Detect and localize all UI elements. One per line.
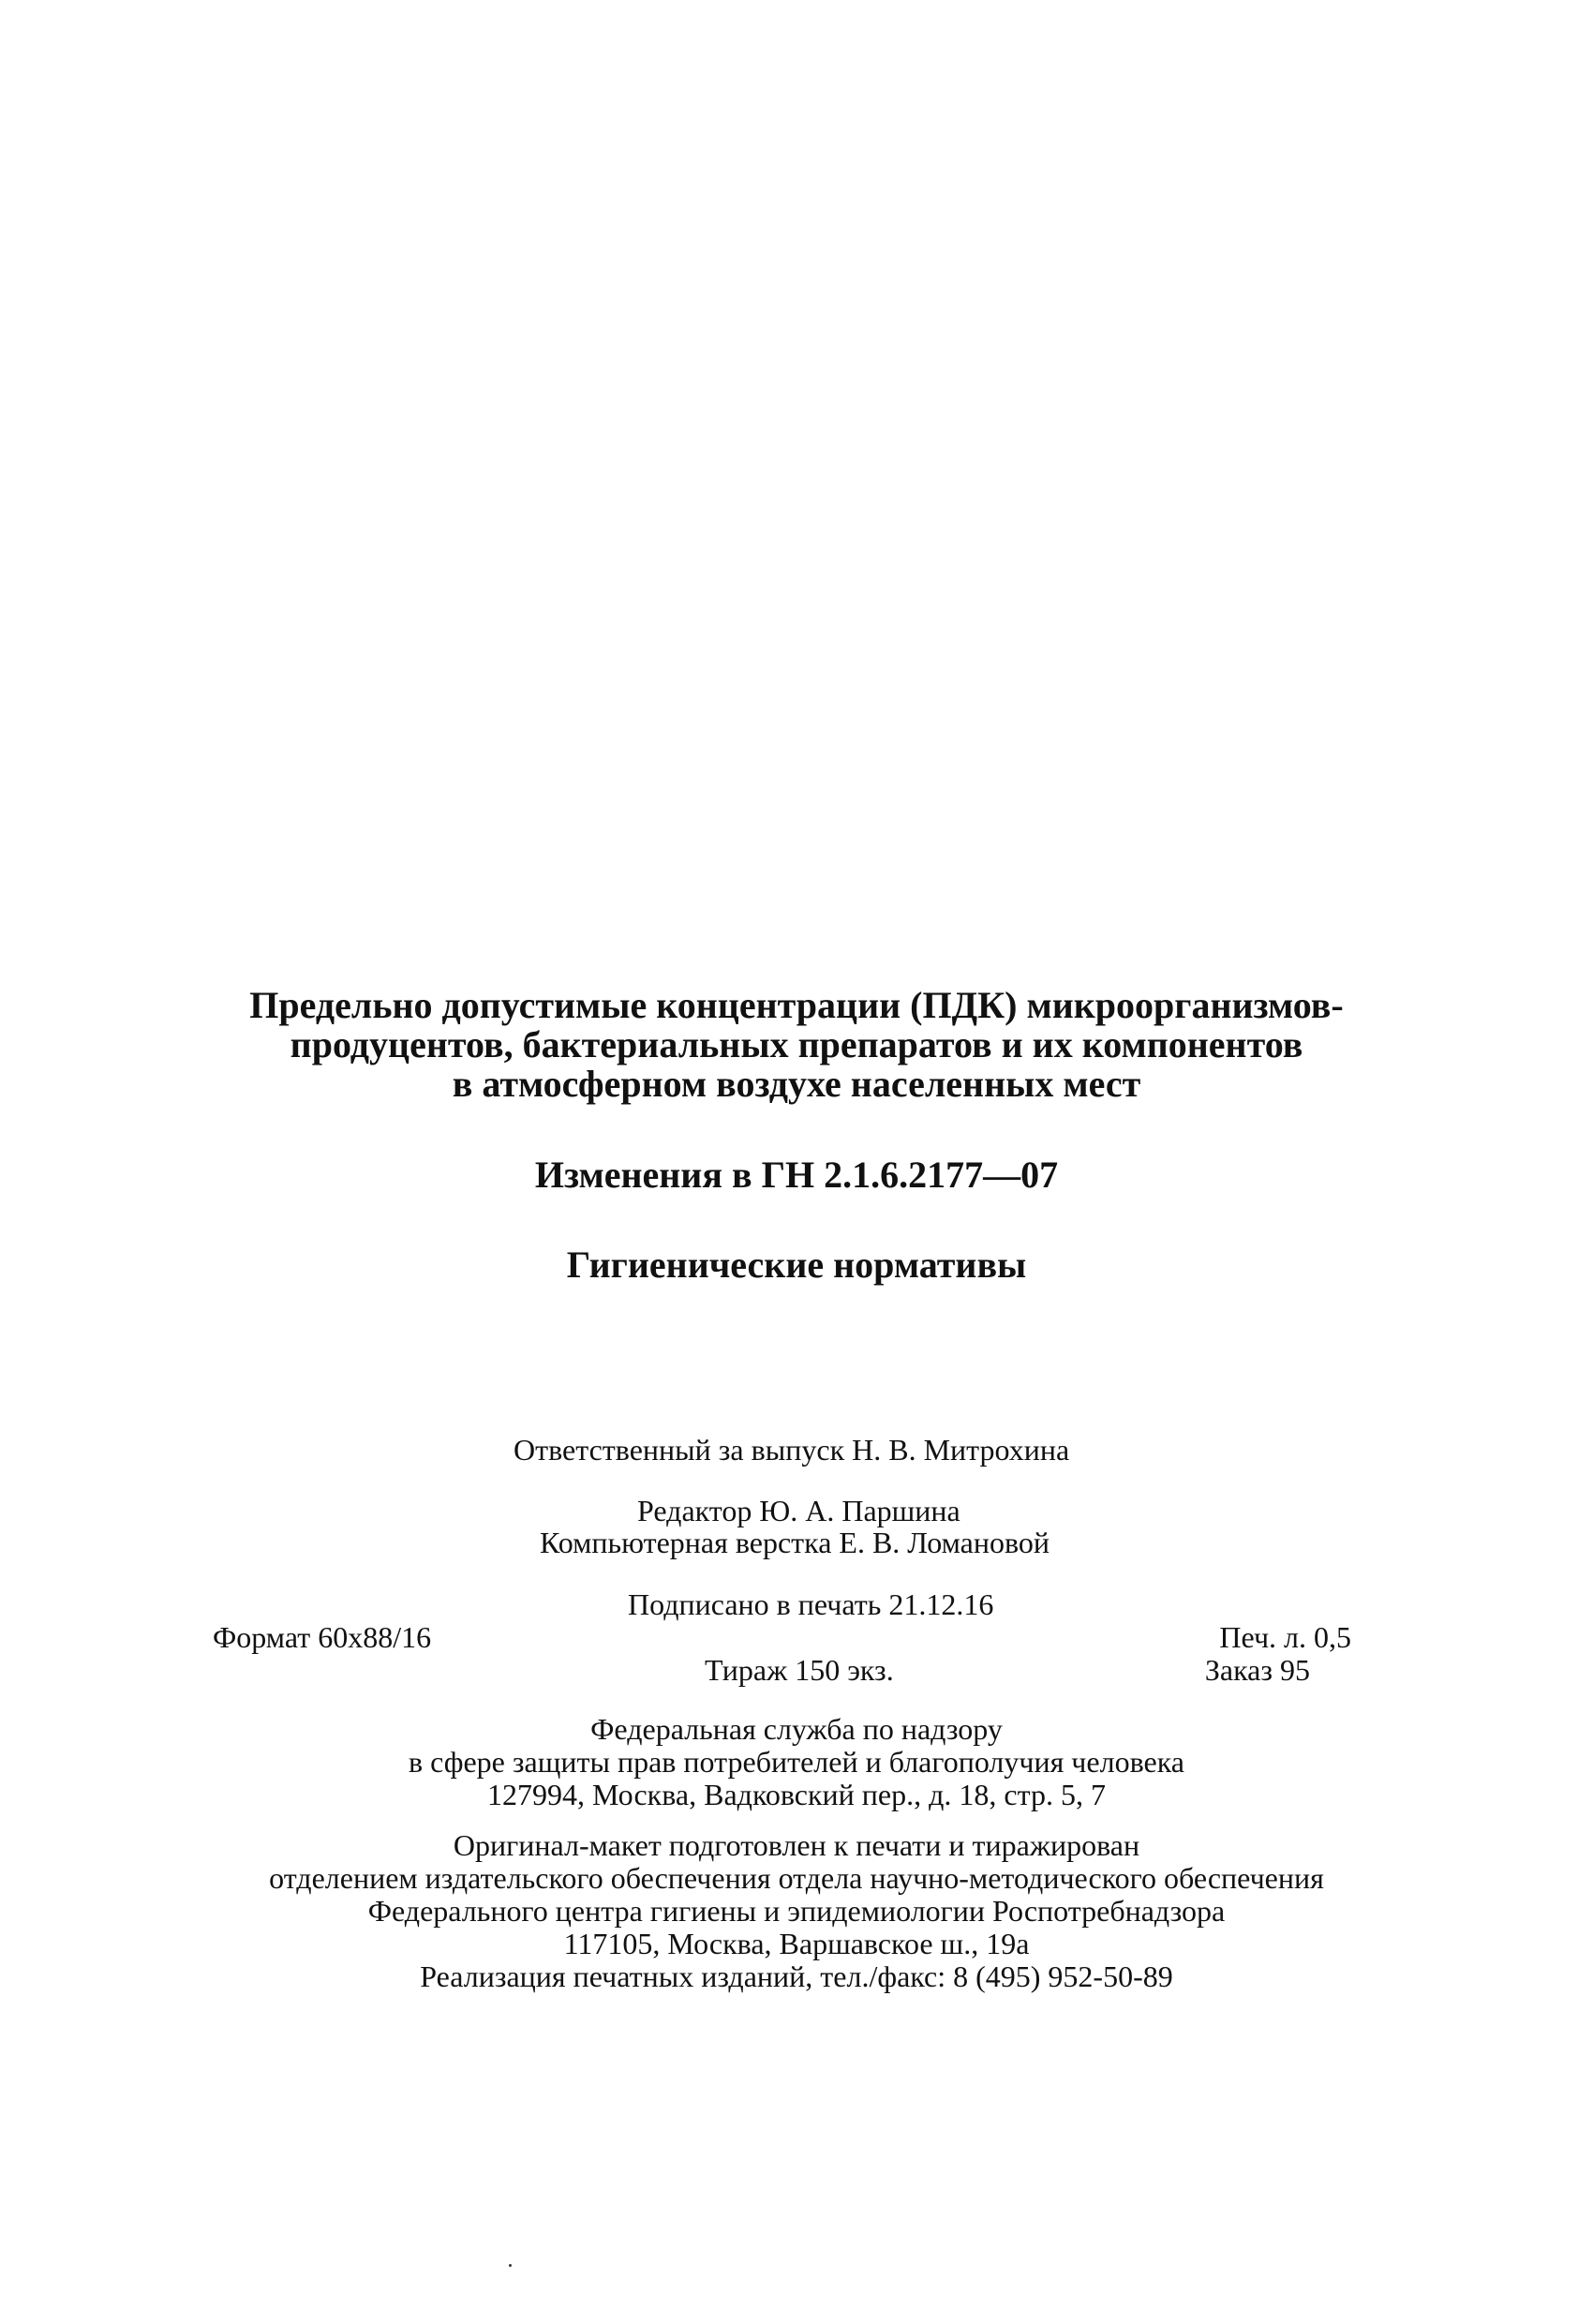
printer-line-1: Оригинал-макет подготовлен к печати и тиражирован [453,1828,1140,1862]
title-line-1: Предельно допустимые концентрации (ПДК) микроорганизмов- [249,984,1344,1026]
printer-line-3: Федерального центра гигиены и эпидемиологии Роспотребнадзора [367,1894,1226,1928]
document-category: Гигиенические нормативы [566,1244,1027,1286]
document-subtitle: Изменения в ГН 2.1.6.2177—07 [534,1154,1059,1196]
printer-line-5: Реализация печатных изданий, тел./факс: 8 (495) 952-50-89 [420,1959,1173,1993]
scan-speck [509,2264,512,2267]
printer-info [0,1829,1593,1993]
printer-line-2: отделением издательского обеспечения отдела научно-методического обеспечения [269,1861,1324,1895]
publisher-info [0,1713,1593,1811]
document-title [0,986,1593,1104]
publisher-line-1: Федеральная служба по надзору [590,1712,1003,1746]
printed-sheets: Печ. л. 0,5 [1219,1620,1351,1654]
title-line-3: в атмосферном воздухе населенных мест [452,1063,1141,1105]
publisher-line-3: 127994, Москва, Вадковский пер., д. 18, стр. 5, 7 [487,1778,1106,1811]
responsible-person: Ответственный за выпуск Н. В. Митрохина [514,1433,1070,1467]
signed-to-print: Подписано в печать 21.12.16 [628,1587,994,1621]
layout-credit: Компьютерная верстка Е. В. Ломановой [540,1526,1050,1559]
title-line-2: продуцентов, бактериальных препаратов и их компонентов [290,1023,1303,1065]
circulation: Тираж 150 экз. [705,1653,894,1687]
printer-line-4: 117105, Москва, Варшавское ш., 19а [563,1927,1030,1960]
publisher-line-2: в сфере защиты прав потребителей и благополучия человека [409,1745,1184,1779]
editor-credit: Редактор Ю. А. Паршина [637,1494,960,1527]
paper-format: Формат 60x88/16 [213,1620,432,1654]
order-number: Заказ 95 [1204,1653,1310,1687]
